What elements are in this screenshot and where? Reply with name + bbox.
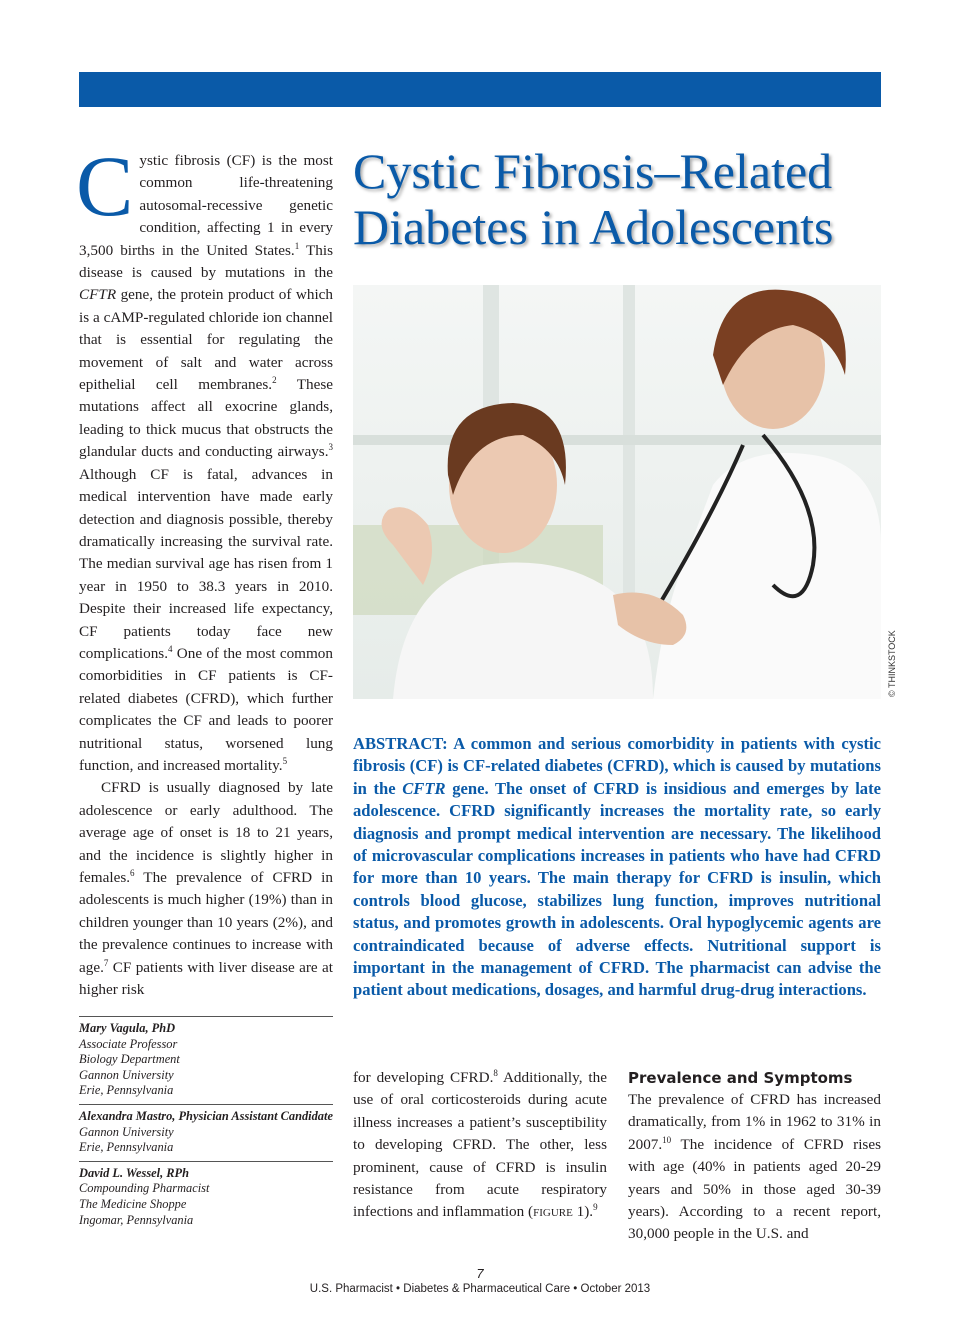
author-block: Alexandra Mastro, Physician Assistant Candidate Gannon University Erie, Pennsylvania (79, 1104, 333, 1161)
header-color-bar (79, 72, 881, 107)
abstract: ABSTRACT: A common and serious comorbidity in patients with cystic fibrosis (CF) is CF-related diabetes (CFRD), which is caused by mutations in the CFTR gene. The onset of CFRD is insidious and emerges by late adolescence. CFRD significantly increases the mortality rate, so early diagnosis and prompt medical intervention are necessary. The likelihood of microvascular complications increases in patients who have had CFRD for more than 10 years. The main therapy for CFRD is insulin, which controls blood glucose, stabilizes lung function, improves nutritional status, and promotes growth in adolescents. Oral hypoglycemic agents are contraindicated because of adverse effects. Nutritional support is important in the management of CFRD. The pharmacist can advise the patient about medications, dosages, and harmful drug-drug interactions. (353, 734, 881, 1000)
publication-footer: U.S. Pharmacist • Diabetes & Pharmaceutical Care • October 2013 (309, 1283, 651, 1295)
body-column-2: for developing CFRD.$^8$ Additionally, the use of oral corticosteroids during acute illness increases a patient’s susceptibility to developing CFRD. The other, less prominent, cause of CFRD is insulin resistance from acute respiratory infections and inflammation (figure 1).$^9$ (353, 1067, 607, 1221)
author-block: David L. Wessel, RPh Compounding Pharmacist The Medicine Shoppe Ingomar, Pennsylvania (79, 1161, 333, 1233)
author-block: Mary Vagula, PhD Associate Professor Biology Department Gannon University Erie, Pennsylvania (79, 1016, 333, 1104)
body-column-3 (628, 1067, 881, 1246)
author-name: Alexandra Mastro, Physician Assistant Candidate (79, 1108, 333, 1123)
page-number: 7 (476, 1266, 484, 1281)
author-affiliations (79, 1016, 333, 1233)
author-name: Mary Vagula, PhD (79, 1021, 176, 1035)
article-photo (353, 285, 881, 699)
intro-paragraph-1: Cystic fibrosis (CF) is the most common life-threatening autosomal-recessive genetic condition, affecting 1 in every 3,500 births in the United States.$^1$ This disease is caused by mutations in the CFTR gene, the protein product of which is a cAMP-regulated chloride ion channel that is essential for regulating the movement of salt and water across epithelial cell membranes.$^2$ These mutations affect all exocrine glands, leading to thick mucus that obstructs the glandular ducts and conducting airways.$^3$ Although CF is fatal, advances in medical intervention have made early detection and diagnosis possible, thereby dramatically increasing the survival rate. The median survival age has risen from 1 year in 1950 to 38.3 years in 2010. Despite their increased life expectancy, CF patients today face new complications.$^4$ One of the most common comorbidities in CF patients is CF-related diabetes (CFRD), which further complicates the CF and leads to poorer nutritional status, worsened lung function, and increased mortality.$^5$ (76, 138, 333, 774)
article-title: Cystic Fibrosis–Related Diabetes in Adolescents (353, 143, 834, 255)
drop-cap: C (76, 138, 134, 234)
author-name: David L. Wessel, RPh (79, 1165, 190, 1180)
section-heading: Prevalence and Symptoms (628, 1069, 853, 1087)
figure-reference[interactable]: figure 1 (533, 1203, 585, 1221)
intro-paragraph-2: CFRD is usually diagnosed by late adolescence or early adulthood. The average age of onset is 18 to 21 years, and the incidence is slightly higher in females.$^6$ The prevalence of CFRD in adolescents is much higher (19%) than in children younger than 10 years (2%), and the prevalence continues to increase with age.$^7$ CF patients with liver disease are at higher risk (79, 779, 333, 999)
body-paragraph: The prevalence of CFRD has increased dramatically, from 1% in 1962 to 31% in 2007.10 The incidence of CFRD rises with age (40% in patients aged 20-29 years and 50% in those aged 30-39 years). According to a recent report, 30,000 people in the U.S. and (628, 1091, 881, 1243)
photo-credit: © THINKSTOCK (887, 630, 897, 697)
intro-column (76, 138, 333, 1001)
